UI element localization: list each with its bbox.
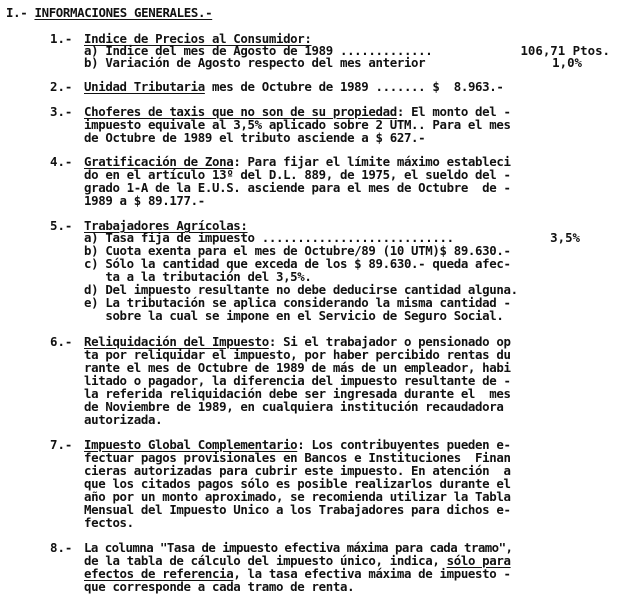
item-4-line-4: 1989 a $ 89.177.-: [84, 193, 205, 208]
item-4-number: 4.-: [50, 154, 73, 169]
item-4-heading: Gratificación de Zona: [84, 154, 234, 169]
item-3-line-1-rest: : El monto del -: [396, 104, 511, 119]
item-8-line-4: que corresponde a cada tramo de renta.: [84, 579, 355, 594]
item-8-number: 8.-: [50, 540, 73, 555]
section-number: I.-: [6, 5, 28, 20]
item-5-heading: Trabajadores Agrícolas:: [84, 218, 248, 233]
item-6-line-7: autorizada.: [84, 412, 163, 427]
item-5-b: b) Cuota exenta para el mes de Octubre/89 (10 UTM)$ 89.630.-: [84, 243, 511, 258]
item-5-c-2: ta a la tributación del 3,5%.: [84, 269, 312, 284]
item-7-line-7: fectos.: [84, 515, 134, 530]
item-1-heading: Indice de Precios al Consumidor:: [84, 31, 312, 46]
section-title: INFORMACIONES GENERALES.-: [34, 5, 213, 20]
item-6-line-6: de Noviembre de 1989, en cualquiera institución recaudadora: [84, 399, 504, 414]
item-2-text: [84, 80, 504, 94]
item-4-line-1-rest: : Para fijar el límite máximo estableci: [233, 154, 511, 169]
section-header: [6, 6, 212, 20]
item-8-line-3-b: , la tasa efectiva máxima de impuesto -: [233, 566, 511, 581]
item-3-number: 3.-: [50, 104, 73, 119]
item-5-number: 5.-: [50, 218, 73, 233]
item-8-line-2-a: de la tabla de cálculo del impuesto único, indica,: [84, 553, 447, 568]
item-4-line-3: grado 1-A de la E.U.S. asciende para el mes de Octubre de -: [84, 180, 511, 195]
item-3-line-3: de Octubre de 1989 el tributo asciende a $ 627.-: [84, 130, 426, 145]
item-1-a: a) Indice del mes de Agosto de 1989 .............: [84, 43, 433, 58]
item-1-b: b) Variación de Agosto respecto del mes anterior: [84, 55, 426, 70]
item-4-line-2: do en el artículo 13º del D.L. 889, de 1975, el sueldo del -: [84, 167, 511, 182]
item-5-a-value: 3,5%: [550, 230, 580, 245]
item-5-d: d) Del impuesto resultante no debe deducirse cantidad alguna.: [84, 282, 518, 297]
item-6-heading: Reliquidación del Impuesto: [84, 334, 269, 349]
item-7-number: 7.-: [50, 437, 73, 452]
item-6-line-2: ta por reliquidar el impuesto, por haber percibido rentas du: [84, 347, 511, 362]
item-2-rest: mes de Octubre de 1989 ....... $ 8.963.-: [204, 79, 504, 94]
item-7-line-3: cieras autorizadas para cubrir este impuesto. En atención a: [84, 463, 511, 478]
item-8-emphasis-2: efectos de referencia: [84, 566, 234, 581]
item-1-a-value: 106,71 Ptos.: [520, 43, 610, 58]
item-1-b-value: 1,0%: [552, 55, 582, 70]
item-6-number: 6.-: [50, 334, 73, 349]
item-7-line-6: Mensual del Impuesto Unico a los Trabajadores para dichos e-: [84, 502, 511, 517]
item-8-emphasis-1: sólo para: [446, 553, 511, 568]
item-1-number: 1.-: [50, 31, 73, 46]
item-5-e-2: sobre la cual se impone en el Servicio de Seguro Social.: [84, 308, 504, 323]
item-2-heading: Unidad Tributaria: [84, 79, 205, 94]
item-3-heading: Choferes de taxis que no son de su propiedad: [84, 104, 397, 119]
item-5-a: a) Tasa fija de impuesto ...........................: [84, 230, 454, 245]
item-7-heading: Impuesto Global Complementario: [84, 437, 298, 452]
item-6-line-1-rest: : Si el trabajador o pensionado op: [268, 334, 511, 349]
item-5-e-1: e) La tributación se aplica considerando la misma cantidad -: [84, 295, 511, 310]
item-3-line-2: impuesto equivale al 3,5% aplicado sobre 2 UTM.. Para el mes: [84, 117, 511, 132]
item-7-line-2: fectuar pagos provisionales en Bancos e Instituciones Finan: [84, 450, 511, 465]
item-7-line-1-rest: : Los contribuyentes pueden e-: [297, 437, 511, 452]
item-2-number: 2.-: [50, 79, 73, 94]
item-6-line-5: la referida reliquidación debe ser ingresada durante el mes: [84, 386, 511, 401]
item-7-line-4: que los citados pagos sólo es posible realizarlos durante el: [84, 476, 511, 491]
item-6-line-3: rante el mes de Octubre de 1989 de más de un empleador, habi: [84, 360, 511, 375]
item-8-line-1: La columna "Tasa de impuesto efectiva máxima para cada tramo",: [84, 540, 513, 555]
item-6-line-4: litado o pagador, la diferencia del impuesto resultante de -: [84, 373, 511, 388]
item-5-c-1: c) Sólo la cantidad que exceda de los $ 89.630.- queda afec-: [84, 256, 511, 271]
item-7-line-5: año por un monto aproximado, se recomienda utilizar la Tabla: [84, 489, 511, 504]
